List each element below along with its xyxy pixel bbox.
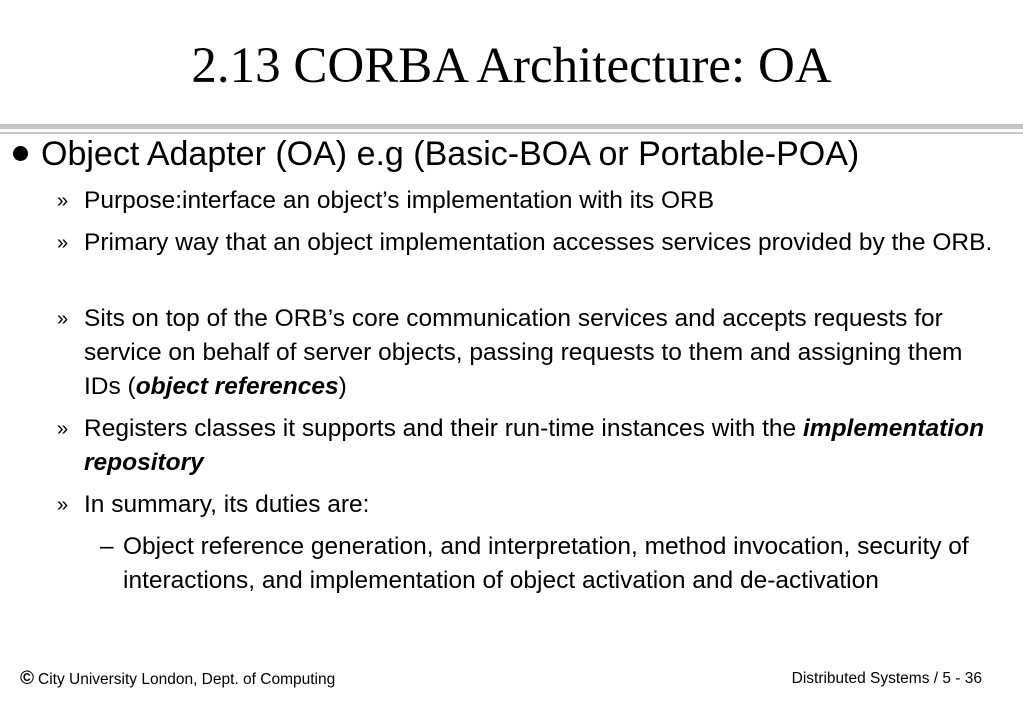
sub-bullet-sits-on-top xyxy=(57,302,1002,404)
sub-bullet-primary-way xyxy=(57,226,1002,260)
detail-bullet-text: Object reference generation, and interpretation, method invocation, security of interactions, and implementation of object activation and de-activation xyxy=(123,533,969,594)
sub-bullet-purpose xyxy=(57,184,1002,218)
footer-organization: City University London, Dept. of Computing xyxy=(38,671,336,688)
slide-title: 2.13 CORBA Architecture: OA xyxy=(191,38,832,94)
detail-bullet-duties xyxy=(100,530,1000,598)
copyright-icon: © xyxy=(20,668,34,689)
sub-bullet-marker: » xyxy=(57,494,69,516)
sub-bullet-summary xyxy=(57,488,1002,522)
sub-bullet-text-part: Sits on top of the ORB’s core communication services and accepts requests for service on behalf of server objects, passing requests to them and assigning them IDs ( xyxy=(84,305,963,400)
main-bullet-text: Object Adapter (OA) e.g (Basic-BOA or Portable-POA) xyxy=(41,135,860,173)
bullet-dot-icon xyxy=(13,146,28,161)
sub-bullet-marker: » xyxy=(57,308,69,330)
sub-bullet-text xyxy=(84,302,1002,404)
sub-bullet-marker: » xyxy=(57,190,69,212)
footer-page-info: Distributed Systems / 5 - 36 xyxy=(791,670,982,687)
footer-left xyxy=(20,668,335,691)
emphasis-object-references: object references xyxy=(135,373,339,400)
detail-bullet-marker: – xyxy=(100,533,114,560)
sub-bullet-registers xyxy=(57,412,1002,480)
main-bullet xyxy=(13,133,859,175)
title-divider-thick xyxy=(0,124,1023,129)
sub-bullet-text-part: Registers classes it supports and their run-time instances with the xyxy=(84,415,803,442)
sub-bullet-text: Primary way that an object implementation accesses services provided by the ORB. xyxy=(84,229,993,256)
emphasis-implementation-repository: implementation repository xyxy=(84,415,985,476)
sub-bullet-marker: » xyxy=(57,232,69,254)
sub-bullet-text: Purpose:interface an object’s implementation with its ORB xyxy=(84,187,715,214)
sub-bullet-text-part: ) xyxy=(338,373,347,400)
sub-bullet-marker: » xyxy=(57,418,69,440)
sub-bullet-text: In summary, its duties are: xyxy=(84,491,370,518)
sub-bullet-text xyxy=(84,412,1002,480)
